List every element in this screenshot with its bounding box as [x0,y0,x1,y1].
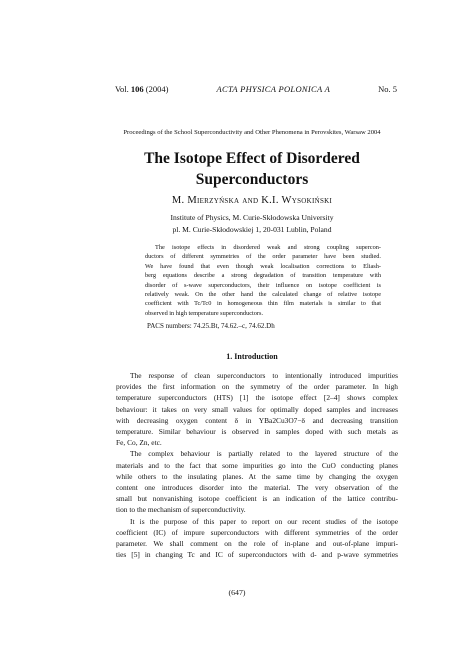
abstract [145,243,381,318]
volume-info: Vol. 106 (2004) [115,84,169,94]
title-line: The Isotope Effect of Disordered [144,150,360,167]
journal-name: ACTA PHYSICA POLONICA A [216,84,331,94]
body-line: It is the purpose of this paper to report on our recent studies of the isotope [130,516,398,526]
body-line: small but nonvanishing isotope coefficient is an indication of the lattice contribu- [116,494,398,504]
abstract-line: ductors of different symmetries of the order parameter have been studied. [145,253,381,261]
body-line: while others to the insulating planes. At the same time by changing the oxygen [116,471,398,481]
section-heading: 1. Introduction [226,352,278,361]
volume-number: 106 [130,84,144,94]
title-line: Superconductors [195,171,309,188]
body-line: The complex behaviour is partially related to the layered structure of the [130,449,398,459]
body-line: provides the first information on the symmetry of the order parameter. In high [116,382,398,392]
issue-number: No. 5 [378,84,397,94]
running-head [115,84,397,94]
affiliation [80,212,424,236]
body-line: ties [5] in changing Tc and IC of superconductors with d- and p-wave symmetries [116,550,398,560]
body-line: Fe, Co, Zn, etc. [116,438,162,448]
pacs-numbers: PACS numbers: 74.25.Bt, 74.62.–c, 74.62.Dh [147,322,275,330]
abstract-line: relatively weak. On the other hand the calculated change of relative isotope [145,291,381,299]
body-line: The response of clean superconductors to intentionally introduced impurities [130,371,398,380]
abstract-line: We have found that even though weak localisation corrections to Eliash- [145,262,381,270]
body-line: parameter. We shall comment on the role of in-plane and out-of-plane impuri- [116,539,398,549]
body-line: materials and to the fact that some impurities go into the CuO conducting planes [116,460,398,470]
paper-title [80,148,424,190]
body-line: content one introduces disorder into the material. The very observation of the [116,483,398,493]
affiliation-line: pl. M. Curie-Skłodowskiej 1, 20-031 Lublin, Poland [172,225,332,234]
body-line: coefficient (IC) of impure superconductors with different symmetries of the order [116,527,398,537]
body-text [116,370,398,560]
abstract-line: disorder of s-wave superconductors, their influence on isotope coefficient is [145,281,381,289]
page-number: (647) [228,588,246,597]
affiliation-line: Institute of Physics, M. Curie-Skłodowska University [170,213,334,222]
authors: M. Mierzyńska and K.I. Wysokiński [171,195,333,206]
body-line: tion to the mechanism of superconductivity. [116,505,246,515]
abstract-line: coefficient with Tc/Tc0 in homogeneous thin film materials is similar to that [145,300,381,308]
proceedings-line: Proceedings of the School Superconductivity and Other Phenomena in Perovskites, Warsaw 2004 [123,129,381,136]
abstract-line: The isotope effects in disordered weak and strong coupling supercon- [155,244,381,251]
body-line: temperature. Similar behaviour is observed in samples doped with such metals as [116,427,398,437]
abstract-line: berg equations describe a strong degradation of transition temperature with [145,272,381,280]
body-line: with decreasing oxygen content δ in YBa2Cu3O7−δ and decreasing transition [116,415,398,425]
body-line: temperature superconductors (HTS) [1] the isotope effect [2–4] shows complex [116,393,398,403]
abstract-line: observed in high temperature superconductors. [145,309,264,317]
body-line: behaviour: it takes on very small values for optimally doped samples and increases [116,404,398,414]
